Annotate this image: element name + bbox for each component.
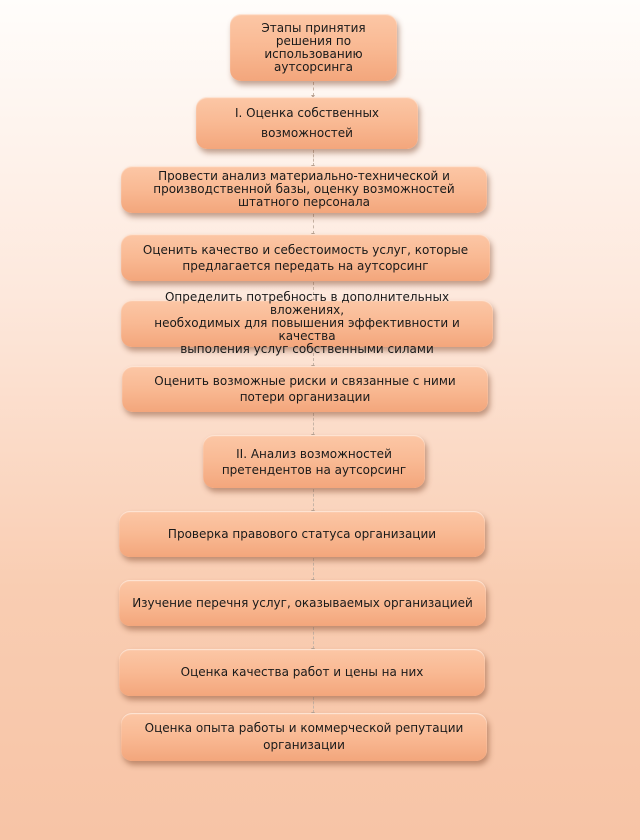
node-stage-1-own-capabilities xyxy=(196,97,418,149)
node-quality-price-text: Оценка качества работ и цены на них xyxy=(180,665,424,679)
node-services-list xyxy=(119,580,486,626)
node-analyze-base xyxy=(121,166,487,213)
connector-9-10 xyxy=(313,697,314,713)
connector-2-3 xyxy=(313,214,314,234)
node-stage-2-contractors xyxy=(203,435,425,488)
node-title xyxy=(230,14,397,81)
node-investment-needs xyxy=(121,290,493,356)
connector-5-6 xyxy=(313,413,314,435)
node-investment-needs-text: Определить потребность в дополнительных вложениях, необходимых для повышения эффективности и качества выполения услуг собственными силами xyxy=(154,290,460,356)
node-assess-quality-cost xyxy=(121,234,490,281)
connector-1-2 xyxy=(313,150,314,166)
node-risks xyxy=(122,366,488,412)
node-assess-quality-cost-text: Оценить качество и себестоимость услуг, которые предлагается передать на аутсорсинг xyxy=(142,242,469,273)
node-analyze-base-text: Провести анализ материально-технической и производственной базы, оценку возможностей штатного персонала xyxy=(153,169,455,209)
connector-8-9 xyxy=(313,627,314,649)
node-title-text: Этапы принятия решения по использованию аутсорсинга xyxy=(261,20,366,74)
node-experience-reputation xyxy=(121,713,487,761)
node-services-list-text: Изучение перечня услуг, оказываемых организацией xyxy=(132,595,473,610)
connector-0-1 xyxy=(313,82,314,96)
node-stage-2-text: II. Анализ возможностей претендентов на аутсорсинг xyxy=(221,446,407,477)
node-experience-reputation-text: Оценка опыта работы и коммерческой репутации организации xyxy=(144,721,464,752)
connector-6-7 xyxy=(313,489,314,511)
node-legal-status xyxy=(119,511,485,557)
node-quality-price xyxy=(119,649,485,696)
node-legal-status-text: Проверка правового статуса организации xyxy=(167,526,437,541)
node-stage-1-text: I. Оценка собственных возможностей xyxy=(234,106,380,140)
connector-7-8 xyxy=(313,558,314,580)
node-risks-text: Оценить возможные риски и связанные с ними потери организации xyxy=(154,374,456,404)
